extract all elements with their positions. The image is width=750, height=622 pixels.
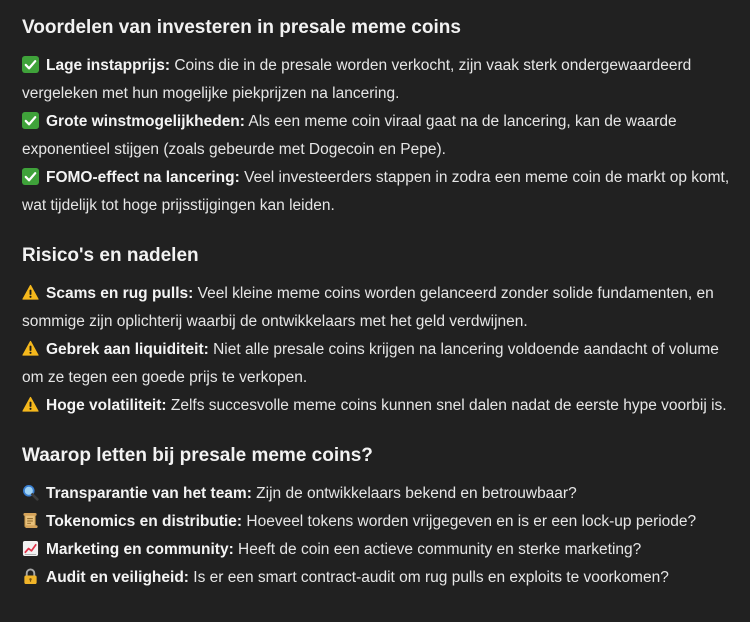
item-text: Zijn de ontwikkelaars bekend en betrouwbaar? bbox=[251, 485, 577, 502]
list-item bbox=[22, 164, 742, 220]
list-item bbox=[22, 336, 742, 392]
chat-message-content bbox=[22, 14, 742, 592]
item-label: Transparantie van het team: bbox=[46, 485, 252, 502]
section-risks bbox=[22, 242, 742, 420]
item-label: Tokenomics en distributie: bbox=[46, 513, 243, 530]
scroll-icon bbox=[22, 512, 39, 529]
check-mark-icon bbox=[22, 168, 39, 185]
padlock-icon bbox=[22, 568, 39, 585]
item-label: FOMO-effect na lancering: bbox=[46, 169, 240, 186]
check-mark-icon bbox=[22, 112, 39, 129]
list-item bbox=[22, 52, 742, 108]
item-label: Gebrek aan liquiditeit: bbox=[46, 341, 209, 358]
item-text: Veel investeerders stappen in zodra een meme coin de markt op komt, wat tijdelijk tot hoge prijsstijgingen kan leiden. bbox=[22, 169, 730, 214]
list-item bbox=[22, 536, 742, 564]
list-item bbox=[22, 108, 742, 164]
warning-icon bbox=[22, 396, 39, 413]
item-text: Is er een smart contract-audit om rug pulls en exploits te voorkomen? bbox=[188, 569, 669, 586]
item-text: Zelfs succesvolle meme coins kunnen snel dalen nadat de eerste hype voorbij is. bbox=[166, 397, 727, 414]
section-title: Voordelen van investeren in presale meme coins bbox=[22, 17, 461, 38]
check-mark-icon bbox=[22, 56, 39, 73]
list-item bbox=[22, 280, 742, 336]
item-text: Hoeveel tokens worden vrijgegeven en is er een lock-up periode? bbox=[242, 513, 697, 530]
item-label: Hoge volatiliteit: bbox=[46, 397, 167, 414]
list-item bbox=[22, 392, 742, 420]
section-title: Waarop letten bij presale meme coins? bbox=[22, 445, 373, 466]
section-advantages bbox=[22, 14, 742, 220]
list-item bbox=[22, 480, 742, 508]
section-checklist bbox=[22, 442, 742, 592]
list-item bbox=[22, 564, 742, 592]
item-label: Audit en veiligheid: bbox=[46, 569, 189, 586]
item-text: Als een meme coin viraal gaat na de lancering, kan de waarde exponentieel stijgen (zoals gebeurde met Dogecoin en Pepe). bbox=[22, 113, 677, 158]
item-label: Marketing en community: bbox=[46, 541, 234, 558]
warning-icon bbox=[22, 340, 39, 357]
item-text: Veel kleine meme coins worden gelanceerd zonder solide fundamenten, en sommige zijn oplichterij waarbij de ontwikkelaars met het geld verdwijnen. bbox=[22, 285, 714, 330]
warning-icon bbox=[22, 284, 39, 301]
item-label: Lage instapprijs: bbox=[46, 57, 171, 74]
item-label: Scams en rug pulls: bbox=[46, 285, 194, 302]
section-title: Risico's en nadelen bbox=[22, 245, 199, 266]
item-label: Grote winstmogelijkheden: bbox=[46, 113, 245, 130]
list-item bbox=[22, 508, 742, 536]
item-text: Coins die in de presale worden verkocht, zijn vaak sterk ondergewaardeerd vergeleken met hun mogelijke piekprijzen na lancering. bbox=[22, 57, 692, 102]
item-text: Heeft de coin een actieve community en sterke marketing? bbox=[233, 541, 642, 558]
chart-increasing-icon bbox=[22, 540, 39, 557]
magnifying-glass-icon bbox=[22, 484, 39, 501]
item-text: Niet alle presale coins krijgen na lancering voldoende aandacht of volume om ze tegen een goede prijs te verkopen. bbox=[22, 341, 719, 386]
